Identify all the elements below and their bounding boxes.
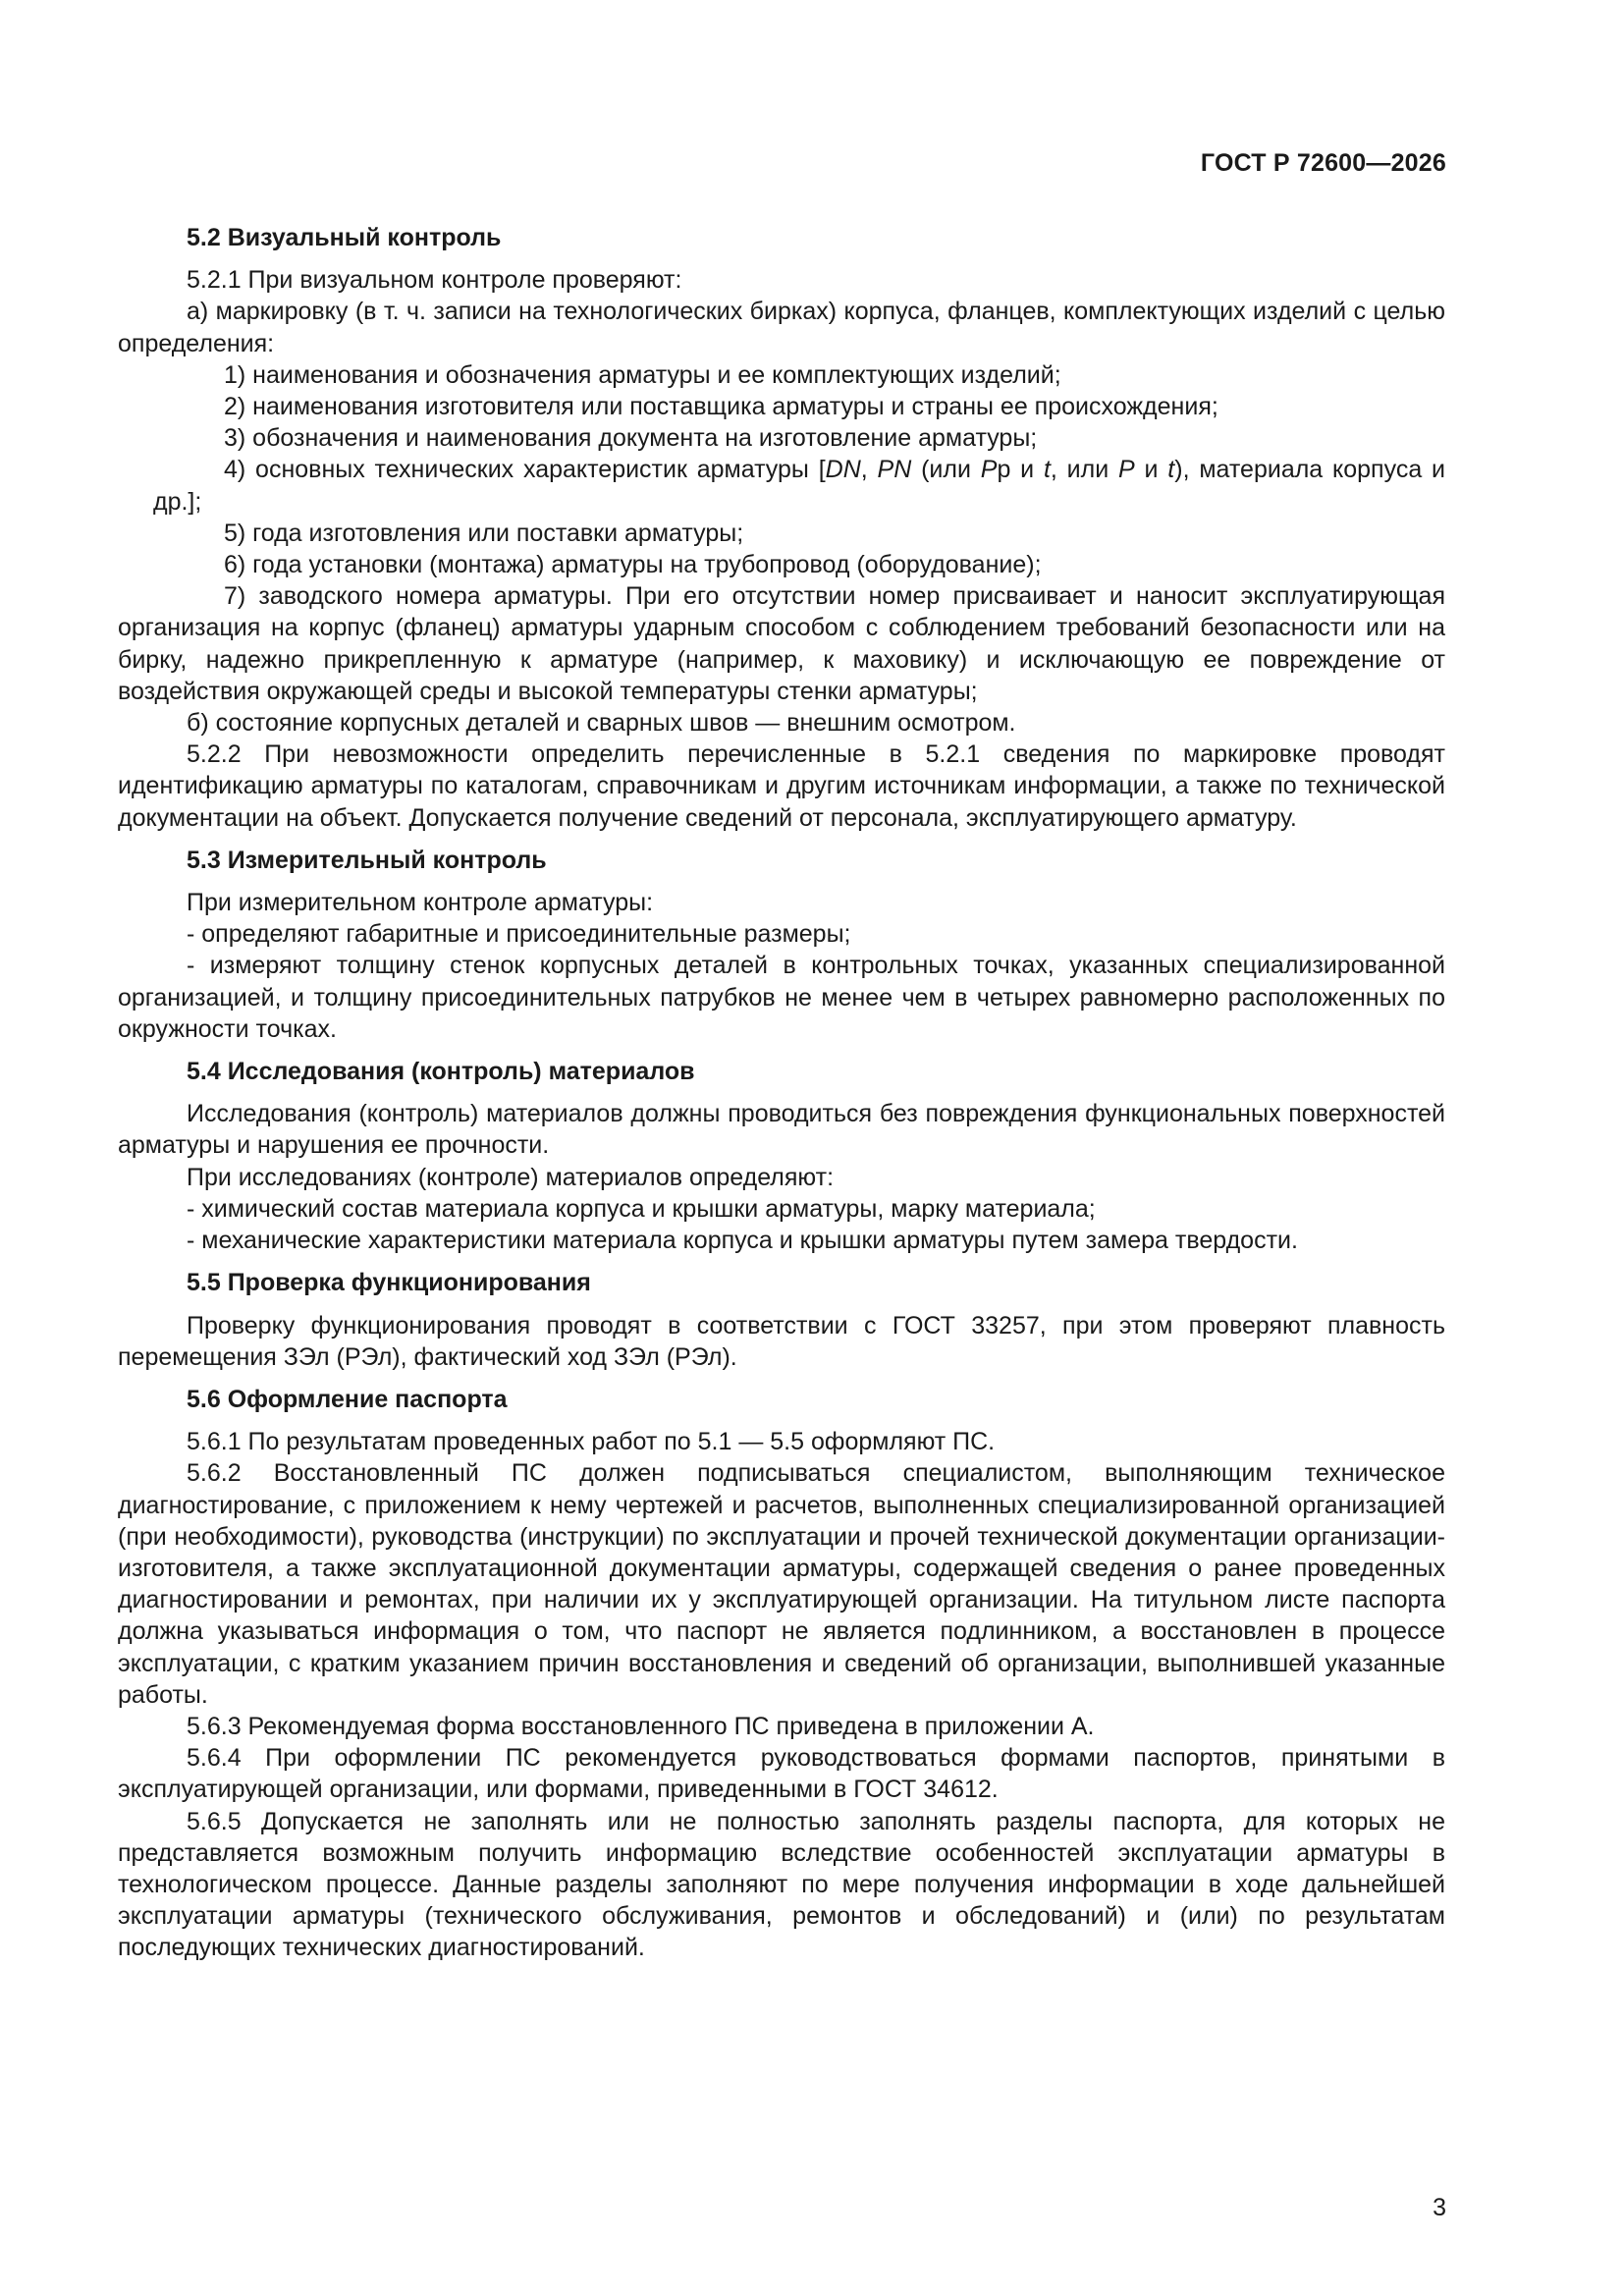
subitem-4-text-g: ), материала корпуса и др.];	[153, 456, 1445, 516]
document-body	[118, 222, 1445, 1964]
subitem-4	[118, 454, 1445, 517]
paragraph-5-2-2: 5.2.2 При невозможности определить перечисленные в 5.2.1 сведения по маркировке проводят идентификацию арматуры по каталогам, справочникам и другим источникам информации, а также по технической документации на объект. Допускается получение сведений от персонала, эксплуатирующего арматуру.	[118, 740, 1445, 832]
paragraph-5-3-intro: При измерительном контроле арматуры:	[187, 889, 654, 917]
paragraph-5-6-5: 5.6.5 Допускается не заполнять или не полностью заполнять разделы паспорта, для которых не представляется возможным получить информацию вследствие особенностей эксплуатации арматуры в технологическом процессе. Данные разделы заполняют по мере получения информации в ходе дальнейшей эксплуатации арматуры (технического обслуживания, ремонтов и обследований) и (или) по результатам последующих технических диагностирований.	[118, 1807, 1445, 1962]
dash-item-5-3-2: - измеряют толщину стенок корпусных деталей в контрольных точках, указанных специализированной организацией, и толщину присоединительных патрубков не менее чем в четырех равномерно расположенных по окружности точках.	[118, 952, 1445, 1043]
subitem-4-text-d: р и	[997, 456, 1044, 484]
subitem-4-t: t	[1043, 456, 1051, 484]
subitem-4-text-c: (или	[911, 456, 981, 484]
subitem-4-text-b: ,	[860, 456, 878, 484]
section-heading-5-4: 5.4 Исследования (контроль) материалов	[187, 1058, 695, 1086]
subitem-4-text-e: , или	[1050, 456, 1118, 484]
section-heading-5-3: 5.3 Измерительный контроль	[187, 846, 547, 874]
section-heading-5-5: 5.5 Проверка функционирования	[187, 1269, 591, 1297]
section-heading-5-6: 5.6 Оформление паспорта	[187, 1385, 508, 1413]
document-code-header: ГОСТ Р 72600—2026	[1200, 149, 1446, 177]
paragraph-5-6-1: 5.6.1 По результатам проведенных работ по 5.1 — 5.5 оформляют ПС.	[187, 1428, 996, 1456]
subitem-5: 5) года изготовления или поставки арматуры;	[224, 519, 744, 547]
list-item-b: б) состояние корпусных деталей и сварных швов — внешним осмотром.	[187, 709, 1016, 738]
dash-item-5-4-1: - химический состав материала корпуса и крышки арматуры, марку материала;	[187, 1194, 1096, 1223]
paragraph-5-6-2: 5.6.2 Восстановленный ПС должен подписываться специалистом, выполняющим техническое диагностирование, с приложением к нему чертежей и расчетов, выполненных специализированной организацией (при необходимости), руководства (инструкции) по эксплуатации и прочей технической документации организации-изготовителя, а также эксплуатационной документации арматуры, содержащей сведения о ранее проведенных диагностировании и ремонтах, при наличии их у эксплуатирующей организации. На титульном листе паспорта должна указываться информация о том, что паспорт не является подлинником, а восстановлен в процессе эксплуатации, с кратким указанием причин восстановления и сведений об организации, выполнившей указанные работы.	[118, 1459, 1445, 1709]
list-item-a: а) маркировку (в т. ч. записи на технологических бирках) корпуса, фланцев, комплектующих изделий с целью определения:	[118, 298, 1445, 357]
paragraph-5-5: Проверку функционирования проводят в соответствии с ГОСТ 33257, при этом проверяют плавность перемещения ЗЭл (РЭл), фактический ход ЗЭл (РЭл).	[118, 1311, 1445, 1371]
subitem-4-pn: PN	[877, 456, 912, 484]
subitem-4-p: P	[980, 456, 998, 484]
subitem-4-t2: t	[1167, 456, 1175, 484]
subitem-4-text-f: и	[1134, 456, 1168, 484]
paragraph-5-6-3: 5.6.3 Рекомендуемая форма восстановленного ПС приведена в приложении А.	[187, 1712, 1095, 1740]
paragraph-5-6-4: 5.6.4 При оформлении ПС рекомендуется руководствоваться формами паспортов, принятыми в эксплуатирующей организации, или формами, приведенными в ГОСТ 34612.	[118, 1744, 1445, 1804]
dash-item-5-3-1: - определяют габаритные и присоединительные размеры;	[187, 920, 851, 949]
paragraph-5-4-determine: При исследованиях (контроле) материалов определяют:	[187, 1163, 835, 1191]
subitem-4-p2: P	[1118, 456, 1135, 484]
page-number: 3	[1433, 2194, 1446, 2221]
paragraph-5-4-intro: Исследования (контроль) материалов должны проводиться без повреждения функциональных поверхностей арматуры и нарушения ее прочности.	[118, 1100, 1445, 1160]
paragraph-5-2-1: 5.2.1 При визуальном контроле проверяют:	[187, 266, 682, 295]
subitem-6: 6) года установки (монтажа) арматуры на трубопровод (оборудование);	[224, 551, 1042, 579]
subitem-7: 7) заводского номера арматуры. При его отсутствии номер присваивает и наносит эксплуатирующая организация на корпус (фланец) арматуры ударным способом с соблюдением требований безопасности или на бирку, надежно прикрепленную к арматуре (например, к маховику) и исключающую ее повреждение от воздействия окружающей среды и высокой температуры стенки арматуры;	[118, 582, 1445, 705]
subitem-2: 2) наименования изготовителя или поставщика арматуры и страны ее происхождения;	[224, 393, 1218, 421]
section-heading-5-2: 5.2 Визуальный контроль	[187, 224, 502, 251]
subitem-1: 1) наименования и обозначения арматуры и ее комплектующих изделий;	[224, 360, 1061, 389]
dash-item-5-4-2: - механические характеристики материала корпуса и крышки арматуры путем замера твердости.	[187, 1227, 1298, 1255]
subitem-3: 3) обозначения и наименования документа на изготовление арматуры;	[224, 424, 1038, 453]
subitem-4-text-a: 4) основных технических характеристик арматуры [	[224, 456, 826, 484]
subitem-4-dn: DN	[825, 456, 861, 484]
